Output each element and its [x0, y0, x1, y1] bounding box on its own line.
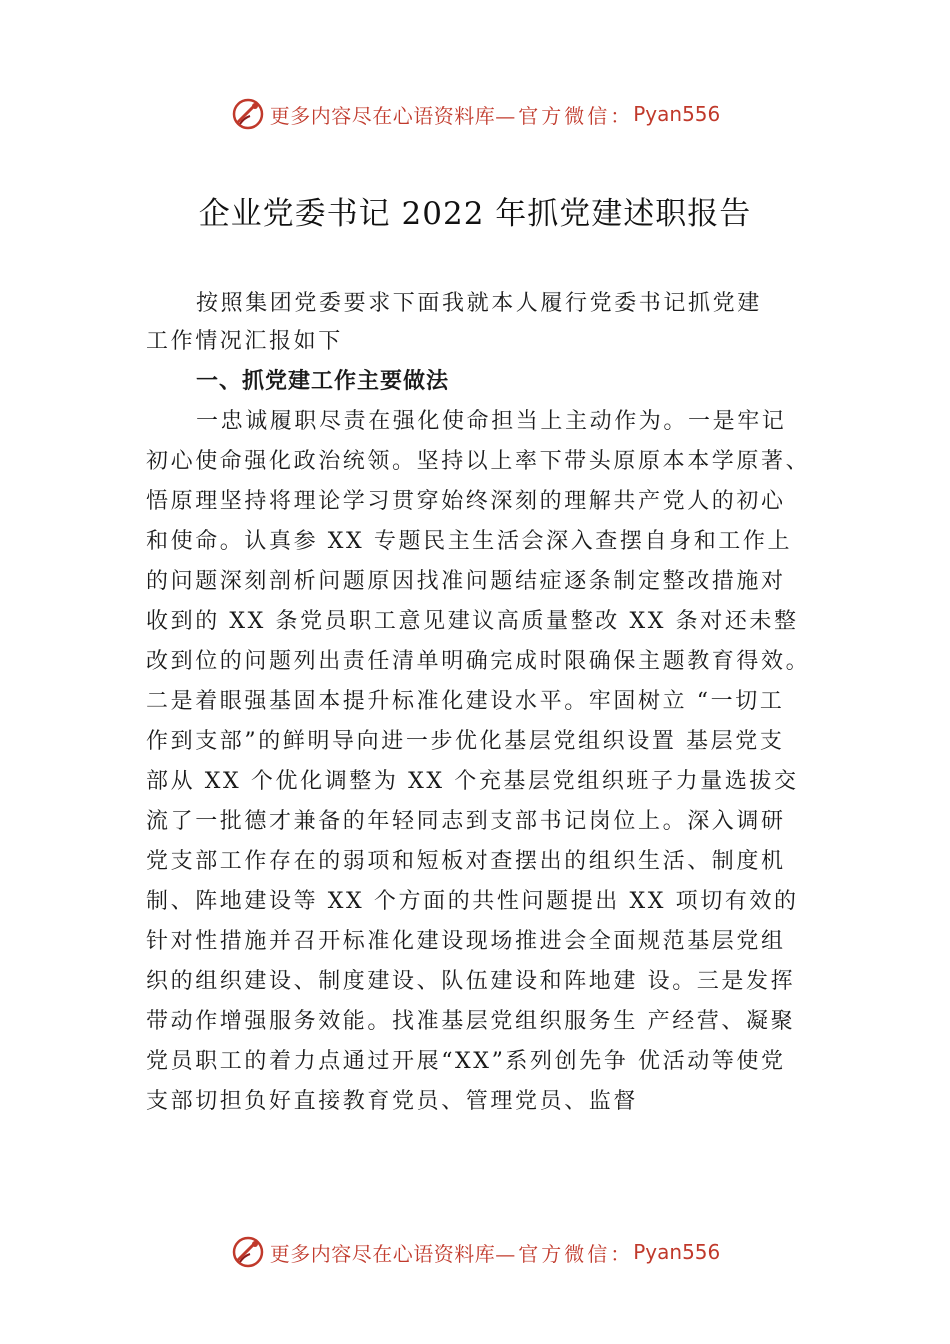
banner-wechat-id: Pyan556: [633, 102, 721, 126]
body-line: 初心使命强化政治统领。坚持以上率下带头原原本本学原著、: [146, 449, 811, 474]
body-line: 流了一批德才兼备的年轻同志到支部书记岗位上。深入调研: [146, 809, 786, 834]
banner-site-text: 更多内容尽在心语资料库: [269, 1241, 496, 1266]
brush-logo-icon: [230, 96, 266, 132]
body-line: 按照集团党委要求下面我就本人履行党委书记抓党建: [196, 291, 762, 316]
banner-wechat-id: Pyan556: [633, 1240, 721, 1264]
body-line: 改到位的问题列出责任清单明确完成时限确保主题教育得效。: [146, 649, 811, 674]
body-line: 党支部工作存在的弱项和短板对查摆出的组织生活、制度机: [146, 849, 786, 874]
footer-banner: [0, 1232, 950, 1272]
document-title: 企业党委书记 2022 年抓党建述职报告: [198, 196, 752, 232]
body-line: 织的组织建设、制度建设、队伍建设和阵地建 设。三是发挥: [146, 969, 796, 994]
banner-site-text: 更多内容尽在心语资料库: [269, 103, 496, 128]
brush-logo-icon: [230, 1234, 266, 1270]
body-line: 悟原理坚持将理论学习贯穿始终深刻的理解共产党人的初心: [146, 489, 786, 514]
body-line: 支部切担负好直接教育党员、管理党员、监督: [146, 1089, 639, 1114]
body-line: 作到支部”的鲜明导向进一步优化基层党组织设置 基层党支: [146, 729, 785, 754]
body-line: 制、阵地建设等 XX 个方面的共性问题提出 XX 项切有效的: [146, 889, 799, 914]
body-line: 党员职工的着力点通过开展“XX”系列创先争 优活动等使党: [146, 1049, 786, 1074]
body-line: 针对性措施并召开标准化建设现场推进会全面规范基层党组: [146, 929, 786, 954]
section-heading: 一、抓党建工作主要做法: [196, 369, 450, 394]
body-line: 带动作增强服务效能。找准基层党组织服务生 产经营、凝聚: [146, 1009, 796, 1034]
banner-official-text: —官方微信：: [495, 1241, 634, 1266]
banner-official-text: —官方微信：: [495, 103, 634, 128]
body-line: 收到的 XX 条党员职工意见建议高质量整改 XX 条对还未整: [146, 609, 799, 634]
body-line: 部从 XX 个优化调整为 XX 个充基层党组织班子力量选拔交: [146, 769, 799, 794]
body-line: 工作情况汇报如下: [146, 329, 343, 354]
header-banner: [0, 94, 950, 134]
body-line: 和使命。认真参 XX 专题民主生活会深入查摆自身和工作上: [146, 529, 793, 554]
body-line: 二是着眼强基固本提升标准化建设水平。牢固树立 “一切工: [146, 689, 785, 714]
body-line: 一忠诚履职尽责在强化使命担当上主动作为。一是牢记: [196, 409, 787, 434]
body-line: 的问题深刻剖析问题原因找准问题结症逐条制定整改措施对: [146, 569, 786, 594]
